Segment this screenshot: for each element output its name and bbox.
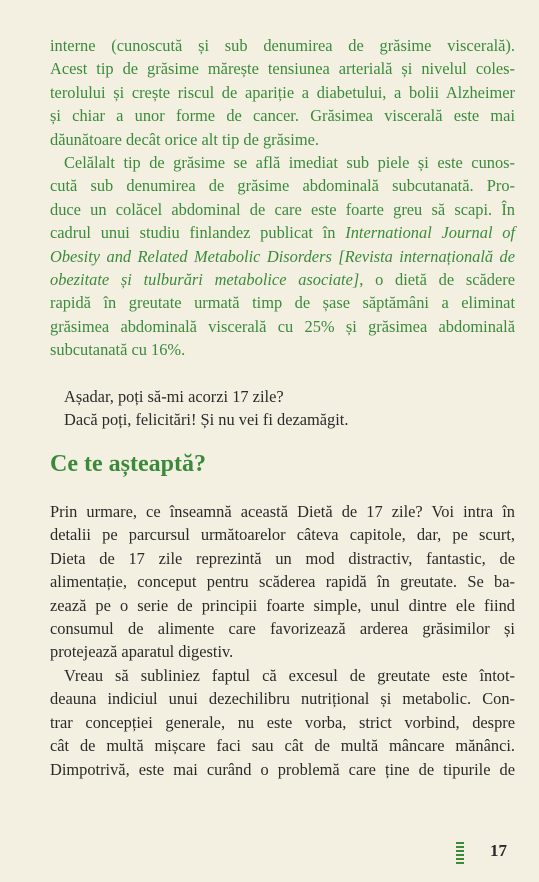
text-line: rapidă în greutate urmată timp de șase săptămâni a eliminat xyxy=(50,293,515,313)
text-line: terolului și crește riscul de apariție a diabetului, a bolii Alzheimer xyxy=(50,82,515,102)
text-line: zează pe o serie de principii foarte simple, unul dintre ele fiind xyxy=(50,595,515,615)
text-line: cât de multă mișcare faci sau cât de multă mâncare mănânci. xyxy=(50,736,515,756)
journal-title-cont: Obesity and Related Metabolic Disorders [Revista internațională de xyxy=(50,246,515,266)
text-line: subcutanată cu 16%. xyxy=(50,340,186,360)
page-marker-icon xyxy=(456,842,464,864)
paragraph-visceral-fat xyxy=(50,34,515,151)
quote-block xyxy=(64,385,515,432)
text-line: alimentație, conceput pentru scăderea rapidă în greutate. Se ba- xyxy=(50,572,515,592)
section-heading: Ce te așteaptă? xyxy=(50,451,206,477)
text-line: deauna indiciul unui dezechilibru nutrițional și metabolic. Con- xyxy=(50,689,515,709)
text-line: dăunătoare decât orice alt tip de grăsime. xyxy=(50,129,319,149)
text-line xyxy=(50,268,515,291)
journal-title: International Journal of xyxy=(345,223,516,243)
quote-line: Dacă poți, felicitări! Și nu vei fi dezamăgit. xyxy=(64,410,349,430)
text-line: Acest tip de grăsime mărește tensiunea arterială și nivelul coles- xyxy=(50,59,515,79)
text-line: Dieta de 17 zile reprezintă un mod distractiv, fantastic, de xyxy=(50,548,515,568)
paragraph-subcutaneous-fat xyxy=(50,151,515,362)
text-line: duce un colăcel abdominal de care este foarte greu să scapi. În xyxy=(50,199,515,219)
paragraph-weight-imbalance xyxy=(50,664,515,781)
text-line: trar concepției generale, nu este vorba, strict vorbind, despre xyxy=(50,712,515,732)
text-line: grăsimea abdominală viscerală cu 25% și grăsimea abdominală xyxy=(50,316,515,336)
text-line xyxy=(50,221,515,244)
text-line: cută sub denumirea de grăsime abdominală subcutanată. Pro- xyxy=(50,176,515,196)
quote-line: Așadar, poți să-mi acorzi 17 zile? xyxy=(64,387,284,406)
text-fragment: cadrul unui studiu finlandez publicat în xyxy=(50,223,346,243)
text-line: Celălalt tip de grăsime se află imediat sub piele și este cunos- xyxy=(64,153,515,172)
text-line: Prin urmare, ce înseamnă această Dietă de 17 zile? Voi intra în xyxy=(50,502,515,521)
paragraph-diet-intro xyxy=(50,500,515,664)
journal-title-cont: obezitate și tulburări metabolice asociate] xyxy=(50,269,360,289)
text-line: Dimpotrivă, este mai curând o problemă care ține de tipurile de xyxy=(50,759,515,779)
page-number: 17 xyxy=(490,841,507,860)
text-line xyxy=(50,245,515,268)
text-line: interne (cunoscută și sub denumirea de grăsime viscerală). xyxy=(50,36,515,55)
text-line: consumul de alimente care favorizează arderea grăsimilor și xyxy=(50,618,515,638)
text-line: și chiar a unor forme de cancer. Grăsimea viscerală este mai xyxy=(50,106,515,126)
text-line: Vreau să subliniez faptul că excesul de greutate este întot- xyxy=(64,666,515,685)
text-line: protejează aparatul digestiv. xyxy=(50,642,234,662)
text-line: detalii pe parcursul următoarelor câteva capitole, dar, pe scurt, xyxy=(50,525,515,545)
text-fragment: , o dietă de scădere xyxy=(359,269,515,289)
